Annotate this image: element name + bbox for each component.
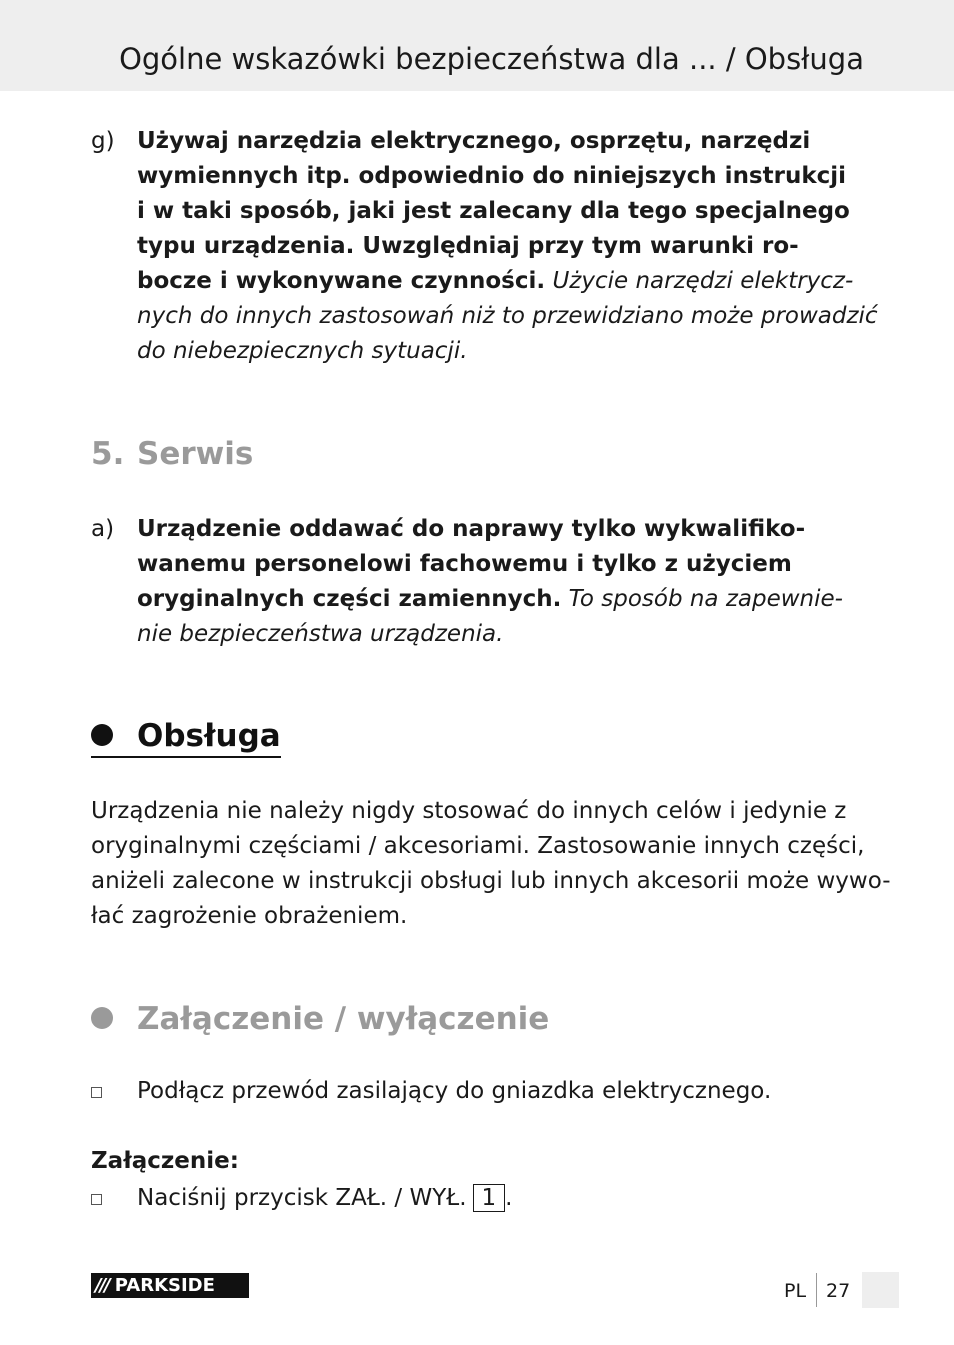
part-reference-box: 1	[473, 1184, 506, 1212]
service-item-a	[91, 512, 871, 652]
subheading-zalaczenie: Załączenie:	[91, 1148, 239, 1174]
item-line: nie bezpieczeństwa urządzenia.	[137, 621, 504, 647]
section-heading-serwis	[91, 436, 253, 472]
checkbox-square-icon	[91, 1194, 102, 1205]
item-line: oryginalnych części zamiennych. To sposób na zapewnie-	[137, 586, 843, 612]
paragraph-line: łać zagrożenie obrażeniem.	[91, 903, 408, 929]
footer-tab-box	[862, 1272, 899, 1308]
bullet-dot-icon	[91, 724, 113, 746]
step-text: Podłącz przewód zasilający do gniazdka elektrycznego.	[137, 1078, 772, 1104]
item-line: Urządzenie oddawać do naprawy tylko wykwalifiko-	[137, 516, 806, 542]
section-number: 5.	[91, 436, 125, 472]
paragraph-line: oryginalnymi częściami / akcesoriami. Zastosowanie innych części,	[91, 833, 865, 859]
section-title: Serwis	[137, 436, 254, 472]
item-line: wymiennych itp. odpowiednio do niniejszych instrukcji	[137, 163, 847, 189]
item-line: wanemu personelowi fachowemu i tylko z użyciem	[137, 551, 792, 577]
item-line: do niebezpiecznych sytuacji.	[137, 338, 468, 364]
logo-slashes: ///	[95, 1275, 109, 1296]
item-body	[137, 124, 878, 369]
section-title: Załączenie / wyłączenie	[137, 1001, 550, 1037]
paragraph-line: Urządzenia nie należy nigdy stosować do innych celów i jedynie z	[91, 798, 847, 824]
parkside-logo	[91, 1273, 249, 1298]
step-text: Naciśnij przycisk ZAŁ. / WYŁ.	[137, 1185, 467, 1211]
bullet-dot-icon	[91, 1007, 113, 1029]
section-heading-obsluga	[91, 718, 281, 758]
page-number: 27	[826, 1280, 851, 1302]
item-line: nych do innych zastosowań niż to przewidziano może prowadzić	[137, 303, 878, 329]
item-line: Używaj narzędzia elektrycznego, osprzętu, narzędzi	[137, 128, 811, 154]
section-heading-zalaczenie-wylaczenie	[91, 1001, 549, 1037]
checkbox-square-icon	[91, 1087, 102, 1098]
safety-item-g	[91, 124, 878, 369]
item-line: bocze i wykonywane czynności. Użycie narzędzi elektrycz-	[137, 268, 854, 294]
logo-brand: PARKSIDE	[114, 1275, 215, 1296]
item-label: g)	[91, 128, 115, 154]
footer-language: PL	[784, 1280, 807, 1302]
section-title: Obsługa	[137, 718, 281, 754]
step-end: .	[505, 1185, 513, 1211]
item-body	[137, 512, 871, 652]
item-line: typu urządzenia. Uwzględniaj przy tym warunki ro-	[137, 233, 799, 259]
paragraph-line: aniżeli zalecone w instrukcji obsługi lub innych akcesorii może wywo-	[91, 868, 891, 894]
item-label: a)	[91, 516, 115, 542]
instruction-step-plug-in	[91, 1078, 771, 1104]
item-line: i w taki sposób, jaki jest zalecany dla tego specjalnego	[137, 198, 850, 224]
instruction-step-press-button	[91, 1184, 512, 1212]
obsluga-paragraph	[91, 794, 891, 934]
footer-divider	[816, 1273, 817, 1307]
page-header-title: Ogólne wskazówki bezpieczeństwa dla ... / Obsługa	[119, 42, 864, 76]
